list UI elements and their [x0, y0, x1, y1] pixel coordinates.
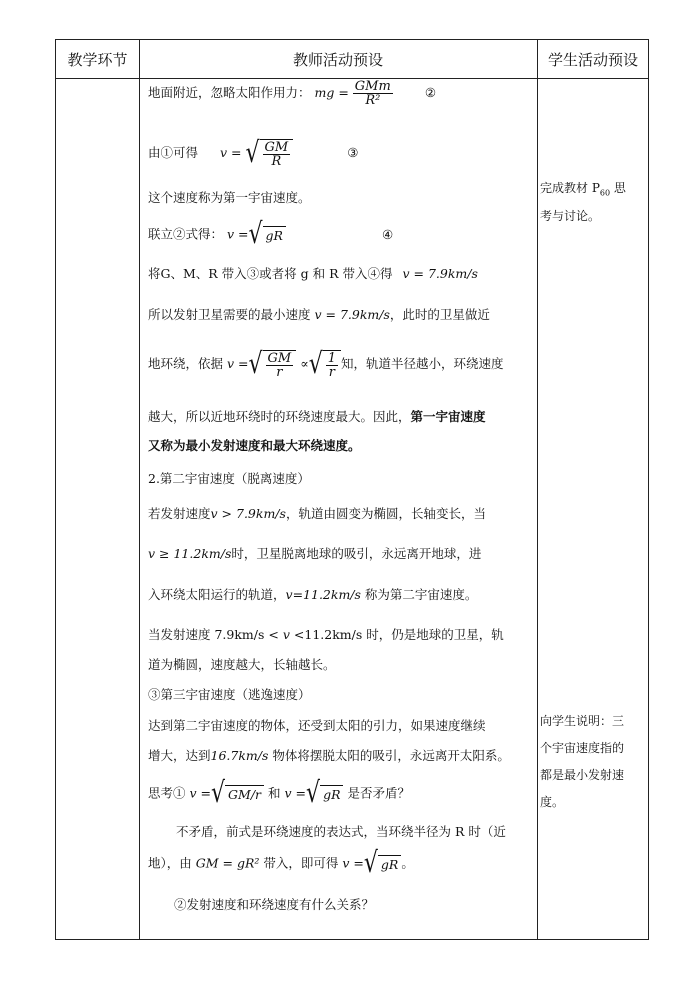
- line-6: [148, 307, 490, 323]
- header-student-activity: 学生活动预设: [547, 50, 638, 69]
- line-2: [148, 136, 359, 170]
- text: 入环绕太阳运行的轨道，: [148, 587, 286, 602]
- text: 时，卫星脱离地球的吸引，永远离开地球，进: [231, 546, 482, 561]
- text: ，此时的卫星做近: [389, 307, 490, 322]
- line-17: 达到第二宇宙速度的物体，还受到太阳的引力，如果速度继续: [148, 718, 486, 733]
- formula: v=11.2km/s: [285, 587, 361, 602]
- text: 若发射速度: [148, 506, 211, 521]
- fraction: $\frac{1}{r}$: [327, 351, 337, 380]
- text: 地），由: [148, 855, 192, 871]
- line-16: ③第三宇宙速度（逃逸速度）: [148, 687, 311, 702]
- student-note-2-line-4: 度。: [540, 795, 565, 809]
- formula: v =: [284, 785, 307, 801]
- student-note-2-line-2: 个宇宙速度指的: [540, 741, 625, 755]
- formula: v ≥ 11.2km/s: [148, 546, 232, 561]
- text: 所以发射卫星需要的最小速度: [148, 307, 311, 322]
- sqrt-symbol: √: [306, 777, 321, 810]
- text: 带入，即可得: [263, 855, 339, 871]
- formula: v > 7.9km/s: [210, 506, 286, 521]
- line-5: [148, 266, 478, 282]
- line-20: 不矛盾，前式是环绕速度的表达式，当环绕半径为 R 时（近: [176, 824, 506, 839]
- fraction: $\frac{GM}{r}$: [267, 351, 292, 380]
- text: 称为第二宇宙速度。: [364, 587, 478, 602]
- student-note-1-line-1: 完成教材 $P_{60}$ 思: [540, 181, 626, 198]
- formula: v =: [189, 785, 212, 801]
- sqrt-symbol: √: [248, 347, 263, 381]
- text: 思考①: [148, 785, 186, 801]
- text: <11.2km/s 时，仍是地球的卫星，轨: [293, 627, 504, 642]
- sqrt-symbol: √: [211, 777, 226, 810]
- emphasis-text: 第一宇宙速度: [410, 409, 486, 424]
- formula: v =: [227, 226, 249, 242]
- line-15: 道为椭圆，速度越大，长轴越长。: [148, 657, 336, 672]
- formula: GM = gR²: [195, 855, 260, 871]
- text: 。: [401, 855, 414, 871]
- text: 增大，达到: [148, 748, 211, 763]
- line-1: [148, 80, 436, 107]
- equation-marker: ③: [347, 145, 359, 160]
- line-9: 又称为最小发射速度和最大环绕速度。: [148, 438, 361, 453]
- line-21: [148, 847, 414, 880]
- formula: v = 7.9km/s: [402, 266, 478, 281]
- radicand: gR: [378, 855, 401, 873]
- line-4: [148, 218, 394, 251]
- text: 当发射速度 7.9km/s <: [148, 627, 279, 642]
- fraction: $\frac{\text{GMm}}{\text{R²}}$: [354, 79, 391, 108]
- text: 知，轨道半径越小，环绕速度: [341, 356, 504, 371]
- text: 物体将摆脱太阳的吸引，永远离开太阳系。: [272, 748, 510, 763]
- formula: v =: [227, 356, 249, 371]
- line-11: [148, 506, 486, 522]
- proportional-symbol: ∝: [300, 356, 309, 371]
- text: 由①可得: [148, 145, 199, 160]
- line-14: [148, 627, 504, 643]
- text: 联立②式得：: [148, 226, 224, 242]
- formula: v = 7.9km/s: [314, 307, 390, 322]
- sqrt-symbol: √: [245, 136, 260, 170]
- fraction: $\frac{GM}{R}$: [264, 140, 289, 169]
- text: 越大，所以近地环绕时的环绕速度最大。因此，: [148, 409, 411, 424]
- text: 将G、M、R 带入③或者将 g 和 R 带入④得: [148, 266, 393, 281]
- text: 地环绕，依据: [148, 356, 224, 371]
- sqrt-symbol: √: [363, 847, 378, 880]
- lesson-table: [55, 39, 649, 940]
- line-3: 这个速度称为第一宇宙速度。: [148, 190, 311, 205]
- line-18: [148, 748, 510, 764]
- header-divider: [56, 78, 648, 79]
- header-teacher-activity: 教师活动预设: [292, 50, 383, 69]
- student-note-1-line-2: 考与讨论。: [540, 209, 601, 223]
- text: 地面附近，忽略太阳作用力：: [148, 85, 311, 100]
- line-10: 2.第二宇宙速度（脱离速度）: [148, 471, 310, 486]
- student-note-2-line-1: 向学生说明：三: [540, 714, 625, 728]
- line-7: [148, 347, 504, 381]
- formula: v =: [220, 145, 242, 160]
- sqrt-symbol: √: [308, 347, 323, 381]
- formula: mg =: [314, 85, 349, 100]
- formula: v =: [342, 855, 364, 871]
- value: 16.7km/s: [210, 748, 269, 763]
- variable: v: [282, 627, 290, 642]
- line-12: [148, 546, 481, 562]
- line-8: [148, 409, 486, 425]
- radicand: gR: [320, 785, 343, 803]
- line-22: ②发射速度和环绕速度有什么关系？: [174, 897, 375, 912]
- radicand: gR: [263, 226, 286, 244]
- header-teaching-stage: 教学环节: [67, 50, 128, 69]
- column-divider: [139, 40, 140, 939]
- text: 是否矛盾？: [347, 785, 410, 801]
- student-note-2-line-3: 都是最小发射速: [540, 768, 625, 782]
- equation-marker: ②: [424, 85, 437, 100]
- line-13: [148, 587, 477, 603]
- text: ，轨道由圆变为椭圆，长轴变长，当: [285, 506, 486, 521]
- radicand: GM/r: [225, 785, 264, 803]
- sqrt-symbol: √: [248, 218, 263, 251]
- column-divider: [537, 40, 538, 939]
- equation-marker: ④: [381, 226, 394, 242]
- line-19: [148, 777, 410, 810]
- text: 和: [268, 785, 281, 801]
